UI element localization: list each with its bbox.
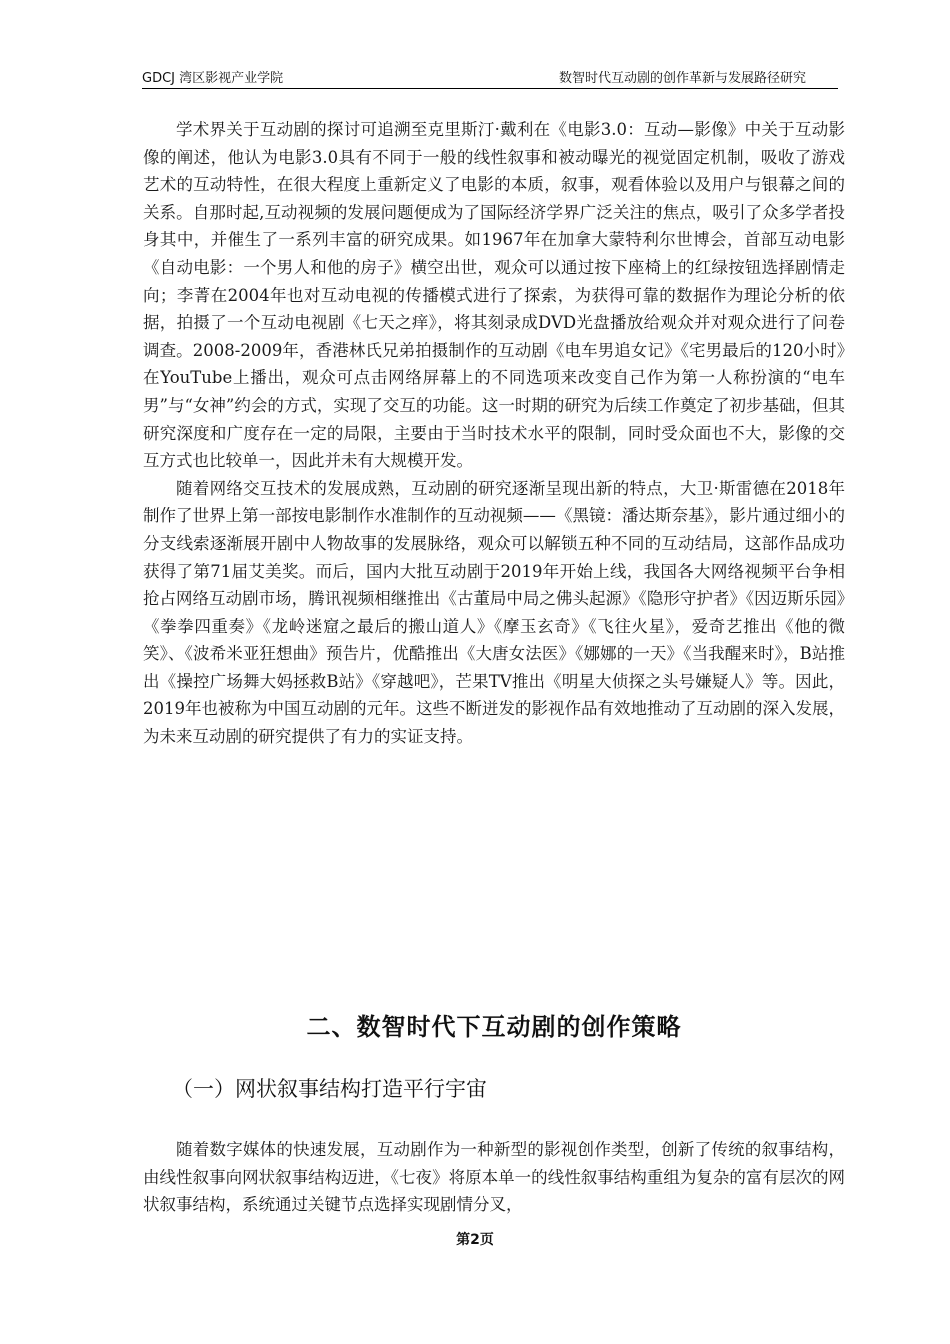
page-number: 第2页 bbox=[456, 1232, 494, 1248]
paragraph-network-narrative: 随着数字媒体的快速发展，互动剧作为一种新型的影视创作类型，创新了传统的叙事结构，由线性叙事向网状叙事结构迈进，《七夜》将原本单一的线性叙事结构重组为复杂的富有层次的网状叙事结构，系统通过关键节点选择实现剧情分叉， bbox=[143, 1140, 845, 1215]
paragraph-research-history: 学术界关于互动剧的探讨可追溯至克里斯汀·戴利在《电影3.0：互动—影像》中关于互动影像的阐述，他认为电影3.0具有不同于一般的线性叙事和被动曝光的视觉固定机制，吸收了游戏艺术的互动特性，在很大程度上重新定义了电影的本质，叙事，观看体验以及用户与银幕之间的关系。自那时起,互动视频的发展问题便成为了国际经济学界广泛关注的焦点，吸引了众多学者投身其中，并催生了一系列丰富的研究成果。如1967年在加拿大蒙特利尔世博会，首部互动电影《自动电影：一个男人和他的房子》横空出世，观众可以通过按下座椅上的红绿按钮选择剧情走向；李菁在2004年也对互动电视的传播模式进行了探索，为获得可靠的数据作为理论分析的依据，拍摄了一个互动电视剧《七天之痒》，将其刻录成DVD光盘播放给观众并对观众进行了问卷调查。2008-2009年，香港林氏兄弟拍摄制作的互动剧《电车男追女记》《宅男最后的120小时》在YouTube上播出，观众可点击网络屏幕上的不同选项来改变自己作为第一人称扮演的“电车男”与“女神”约会的方式，实现了交互的功能。这一时期的研究为后续工作奠定了初步基础，但其研究深度和广度存在一定的局限，主要由于当时技术水平的限制，同时受众面也不大，影像的交互方式也比较单一，因此并未有大规模开发。 bbox=[143, 120, 845, 471]
subsection-heading: （一）网状叙事结构打造平行宇宙 bbox=[172, 1077, 487, 1101]
section-body-text bbox=[143, 1136, 845, 1219]
body-text bbox=[143, 116, 845, 751]
header-paper-title: 数智时代互动剧的创作革新与发展路径研究 bbox=[558, 71, 806, 86]
header-institution: GDCJ 湾区影视产业学院 bbox=[142, 71, 284, 86]
page-header bbox=[142, 64, 838, 89]
paragraph-development: 随着网络交互技术的发展成熟，互动剧的研究逐渐呈现出新的特点，大卫·斯雷德在2018年制作了世界上第一部按电影制作水准制作的互动视频——《黑镜：潘达斯奈基》，影片通过细小的分支线索逐渐展开剧中人物故事的发展脉络，观众可以解锁五种不同的互动结局，这部作品成功获得了第71届艾美奖。而后，国内大批互动剧于2019年开始上线，我国各大网络视频平台争相抢占网络互动剧市场，腾讯视频相继推出《古董局中局之佛头起源》《隐形守护者》《因迈斯乐园》《拳拳四重奏》《龙岭迷窟之最后的搬山道人》《摩玉玄奇》《飞往火星》，爱奇艺推出《他的微笑》、《波希米亚狂想曲》预告片，优酷推出《大唐女法医》《娜娜的一天》《当我醒来时》，B站推出《操控广场舞大妈拯救B站》《穿越吧》，芒果TV推出《明星大侦探之头号嫌疑人》等。因此，2019年也被称为中国互动剧的元年。这些不断迸发的影视作品有效地推动了互动剧的深入发展，为未来互动剧的研究提供了有力的实证支持。 bbox=[143, 478, 845, 747]
section-heading: 二、数智时代下互动剧的创作策略 bbox=[306, 1013, 682, 1041]
